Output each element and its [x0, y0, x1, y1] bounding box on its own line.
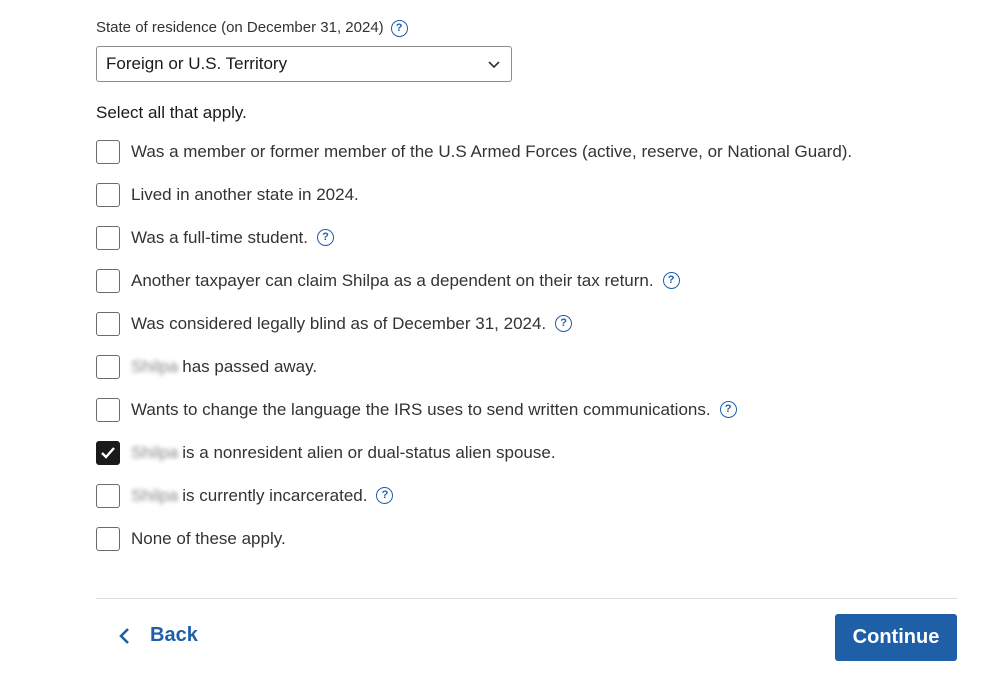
- checkbox-label: [131, 529, 286, 549]
- question-circle-icon[interactable]: ?: [376, 487, 393, 504]
- continue-button[interactable]: Continue: [835, 614, 957, 661]
- residence-label-row: [96, 18, 408, 37]
- divider: [96, 598, 957, 599]
- checkbox[interactable]: [96, 484, 120, 508]
- checkbox-label: [131, 228, 308, 248]
- checkbox-label-text: Lived in another state in 2024.: [131, 185, 359, 204]
- checkbox[interactable]: [96, 398, 120, 422]
- checkbox-label: [131, 271, 654, 291]
- chevron-left-icon: [118, 626, 132, 646]
- checkbox[interactable]: [96, 312, 120, 336]
- question-circle-icon[interactable]: ?: [391, 20, 408, 37]
- question-circle-icon[interactable]: ?: [317, 229, 334, 246]
- residence-select-value: Foreign or U.S. Territory: [106, 54, 288, 73]
- checkbox[interactable]: [96, 140, 120, 164]
- chevron-down-icon: [487, 57, 501, 71]
- checkbox-label-text: Was considered legally blind as of December 31, 2024.: [131, 314, 547, 333]
- checkbox-option[interactable]: [96, 398, 737, 422]
- redacted-name: Shilpa: [131, 357, 179, 376]
- checkbox[interactable]: [96, 355, 120, 379]
- checkbox-option[interactable]: [96, 312, 572, 336]
- checkbox-option[interactable]: [96, 140, 852, 164]
- redacted-name: Shilpa: [131, 486, 179, 505]
- checkbox-option[interactable]: [96, 527, 286, 551]
- checkbox-label: [131, 486, 367, 506]
- checkbox-label-text: is a nonresident alien or dual-status alien spouse.: [182, 443, 556, 462]
- checkbox-label-text: has passed away.: [182, 357, 318, 376]
- checkbox-label: [131, 142, 852, 162]
- question-circle-icon[interactable]: ?: [720, 401, 737, 418]
- checkbox[interactable]: [96, 183, 120, 207]
- checkbox-label-text: is currently incarcerated.: [182, 486, 368, 505]
- checkbox-option[interactable]: [96, 441, 556, 465]
- checkbox[interactable]: [96, 441, 120, 465]
- checkbox-option[interactable]: [96, 355, 317, 379]
- checkbox-label-text: Another taxpayer can claim Shilpa as a dependent on their tax return.: [131, 271, 654, 290]
- checkmark-icon: [100, 446, 116, 460]
- residence-label: State of residence (on December 31, 2024): [96, 19, 384, 36]
- question-circle-icon[interactable]: ?: [663, 272, 680, 289]
- section-title: Select all that apply.: [96, 103, 247, 122]
- checkbox-label-text: None of these apply.: [131, 529, 286, 548]
- back-button[interactable]: [118, 624, 198, 647]
- checkbox-option[interactable]: [96, 269, 680, 293]
- checkbox-label: [131, 185, 359, 205]
- question-circle-icon[interactable]: ?: [555, 315, 572, 332]
- checkbox-label-text: Was a full-time student.: [131, 228, 308, 247]
- checkbox-label: [131, 314, 546, 334]
- checkbox-option[interactable]: [96, 484, 393, 508]
- checkbox-label-text: Wants to change the language the IRS uses to send written communications.: [131, 400, 711, 419]
- checkbox-label: [131, 357, 317, 377]
- back-label: Back: [150, 624, 198, 646]
- checkbox-option[interactable]: [96, 183, 359, 207]
- checkbox[interactable]: [96, 226, 120, 250]
- checkbox-label-text: Was a member or former member of the U.S Armed Forces (active, reserve, or National Guard).: [131, 142, 853, 161]
- residence-select[interactable]: [96, 46, 512, 82]
- checkbox-label: [131, 443, 556, 463]
- redacted-name: Shilpa: [131, 443, 179, 462]
- checkbox-label: [131, 400, 711, 420]
- checkbox[interactable]: [96, 269, 120, 293]
- checkbox-option[interactable]: [96, 226, 334, 250]
- checkbox[interactable]: [96, 527, 120, 551]
